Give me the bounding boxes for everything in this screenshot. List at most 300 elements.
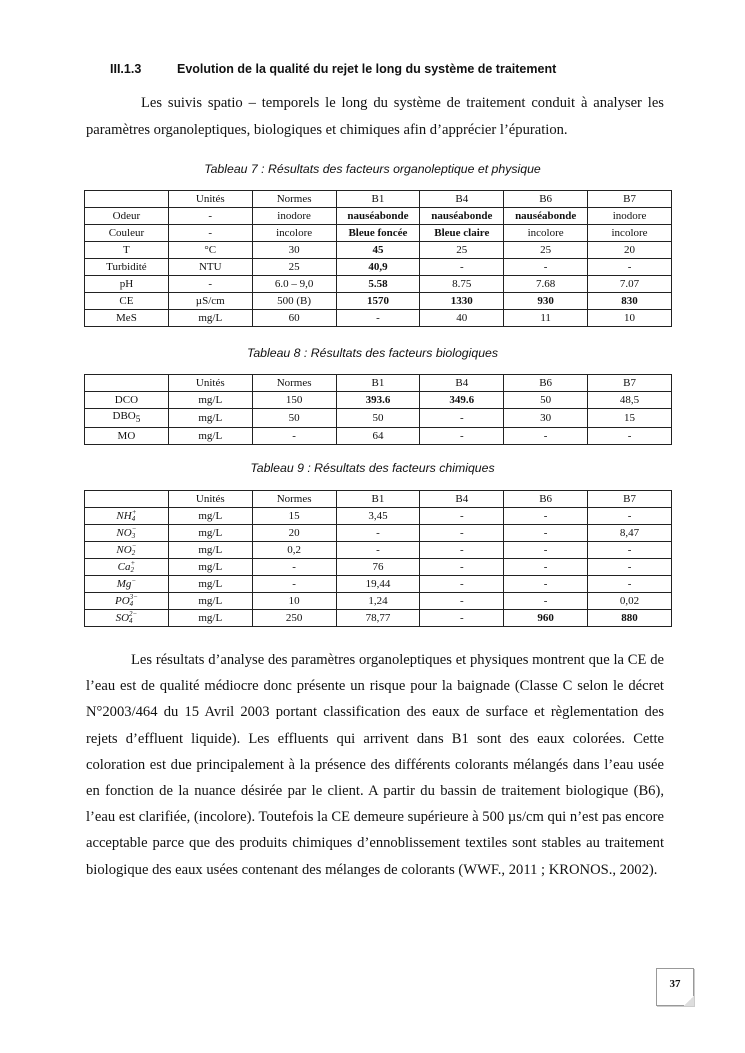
cell-text: mg/L: [198, 543, 223, 556]
table-cell: [504, 225, 588, 242]
column-header: [85, 191, 169, 208]
column-header: B4: [420, 375, 504, 392]
table-cell: [336, 428, 420, 445]
table-cell: [504, 542, 588, 559]
table-cell: [252, 392, 336, 409]
table-cell: [252, 576, 336, 593]
cell-text: -: [292, 429, 296, 442]
column-header: B1: [336, 191, 420, 208]
cell-text: 25: [540, 243, 552, 256]
cell-text: 1570: [366, 294, 389, 307]
column-header: B6: [504, 375, 588, 392]
table-cell: [168, 559, 252, 576]
table-row: [85, 259, 672, 276]
subscript: 4: [129, 599, 134, 608]
column-header: B4: [420, 191, 504, 208]
table-cell: [168, 310, 252, 327]
table-cell: [588, 610, 672, 627]
column-header: B1: [336, 375, 420, 392]
cell-text: Bleue claire: [434, 226, 490, 239]
table-row: [85, 392, 672, 409]
table-row: [85, 576, 672, 593]
cell-text: 20: [624, 243, 636, 256]
cell-text: mg/L: [198, 393, 223, 406]
table-header-row: [85, 491, 672, 508]
column-header: Normes: [252, 191, 336, 208]
cell-text: -: [459, 560, 464, 573]
row-label: [85, 409, 169, 428]
subscript: 4: [129, 616, 133, 625]
cell-text: Mg: [116, 577, 132, 590]
cell-text: µS/cm: [195, 294, 225, 307]
column-header: B6: [504, 491, 588, 508]
cell-text: -: [543, 560, 548, 573]
table-cell: [420, 259, 504, 276]
column-header: B6: [504, 191, 588, 208]
superscript: −: [131, 524, 137, 533]
cell-text: mg/L: [198, 429, 223, 442]
table-cell: [252, 508, 336, 525]
table-cell: [504, 242, 588, 259]
subscript: 2: [131, 548, 136, 557]
table-row: [85, 208, 672, 225]
table-cell: [588, 392, 672, 409]
cell-text: -: [627, 577, 632, 590]
cell-text: 6.0 – 9,0: [274, 277, 314, 290]
table-cell: [588, 525, 672, 542]
row-label: [85, 293, 169, 310]
superscript: +: [131, 507, 137, 516]
table-cell: [420, 525, 504, 542]
cell-text: PO: [114, 594, 130, 607]
table-row: [85, 610, 672, 627]
table-cell: [252, 542, 336, 559]
row-label: [85, 593, 169, 610]
column-header: Normes: [252, 491, 336, 508]
cell-text: nauséabonde: [347, 209, 409, 222]
cell-text: -: [376, 543, 380, 556]
cell-text: 25: [456, 243, 468, 256]
table-cell: [504, 259, 588, 276]
table-cell: [252, 593, 336, 610]
cell-text: NO: [116, 543, 132, 556]
table-cell: [252, 610, 336, 627]
table-cell: [336, 542, 420, 559]
cell-text: 880: [621, 611, 638, 624]
table-cell: [504, 593, 588, 610]
table-cell: [420, 310, 504, 327]
section-number: III.1.3: [110, 62, 142, 76]
subscript: 2: [130, 565, 134, 574]
table-cell: [420, 428, 504, 445]
cell-text: 1,24: [368, 594, 388, 607]
table-cell: [336, 293, 420, 310]
cell-text: -: [459, 543, 464, 556]
column-header: Unités: [168, 491, 252, 508]
table-row: [85, 409, 672, 428]
column-header: B1: [336, 491, 420, 508]
column-header: B7: [588, 491, 672, 508]
table-cell: [588, 293, 672, 310]
table-cell: [588, 225, 672, 242]
table-cell: [420, 409, 504, 428]
table-row: [85, 508, 672, 525]
table-cell: [336, 225, 420, 242]
cell-text: Turbidité: [106, 260, 147, 273]
row-label: [85, 542, 169, 559]
cell-text: 50: [288, 411, 300, 424]
cell-text: 5.58: [368, 277, 388, 290]
cell-text: -: [459, 577, 464, 590]
cell-text: -: [459, 526, 464, 539]
cell-text: -: [292, 577, 296, 590]
table-cell: [588, 242, 672, 259]
table-row: [85, 310, 672, 327]
column-header: [85, 491, 169, 508]
cell-text: mg/L: [198, 526, 223, 539]
cell-text: -: [459, 260, 464, 273]
table-row: [85, 428, 672, 445]
table-cell: [252, 525, 336, 542]
table-cell: [420, 208, 504, 225]
table-cell: [336, 610, 420, 627]
cell-text: Odeur: [112, 209, 141, 222]
cell-text: 7.68: [536, 277, 556, 290]
table-cell: [588, 276, 672, 293]
table-cell: [252, 559, 336, 576]
table-cell: [336, 259, 420, 276]
table-cell: [420, 542, 504, 559]
cell-text: 250: [285, 611, 303, 624]
table-cell: [252, 242, 336, 259]
cell-text: MO: [117, 429, 136, 442]
cell-text: 15: [624, 411, 636, 424]
table-cell: [504, 310, 588, 327]
cell-text: -: [459, 411, 464, 424]
cell-text: -: [208, 226, 213, 239]
table-row: [85, 293, 672, 310]
column-header: [85, 375, 169, 392]
column-header: Unités: [168, 375, 252, 392]
table-cell: [504, 293, 588, 310]
table-cell: [168, 208, 252, 225]
cell-text: -: [543, 260, 548, 273]
cell-text: -: [543, 594, 548, 607]
cell-text: 7.07: [619, 277, 640, 290]
table-cell: [504, 409, 588, 428]
table-cell: [168, 293, 252, 310]
cell-text: incolore: [611, 226, 648, 239]
table-cell: [588, 508, 672, 525]
table-cell: [252, 310, 336, 327]
cell-text: 20: [288, 526, 300, 539]
table-cell: [588, 409, 672, 428]
row-label: [85, 392, 169, 409]
table-cell: [336, 559, 420, 576]
cell-text: -: [543, 577, 548, 590]
table-cell: [588, 310, 672, 327]
cell-text: Bleue foncée: [348, 226, 408, 239]
cell-text: 930: [537, 294, 554, 307]
superscript: −: [131, 541, 137, 550]
cell-text: 0,02: [619, 594, 640, 607]
cell-text: inodore: [612, 209, 647, 222]
subscript: 4: [131, 514, 136, 523]
row-label: [85, 310, 169, 327]
table-row: [85, 242, 672, 259]
table-cell: [588, 593, 672, 610]
row-label: [85, 428, 169, 445]
table-8: [84, 374, 672, 445]
cell-text: -: [459, 594, 464, 607]
table-cell: [168, 259, 252, 276]
cell-text: nauséabonde: [431, 209, 493, 222]
column-header: Normes: [252, 375, 336, 392]
table-cell: [420, 610, 504, 627]
table-cell: [420, 508, 504, 525]
cell-text: 11: [540, 311, 551, 324]
cell-text: 150: [285, 393, 303, 406]
cell-text: -: [376, 311, 380, 324]
cell-text: T: [123, 243, 130, 256]
cell-text: °C: [204, 243, 217, 256]
table-cell: [504, 392, 588, 409]
table-row: [85, 542, 672, 559]
row-label: [85, 225, 169, 242]
table-cell: [336, 593, 420, 610]
cell-text: 8.75: [452, 277, 472, 290]
table-cell: [168, 409, 252, 428]
cell-text: -: [627, 560, 632, 573]
table-cell: [336, 242, 420, 259]
table-cell: [504, 525, 588, 542]
cell-text: nauséabonde: [515, 209, 577, 222]
cell-text: mg/L: [198, 560, 223, 573]
cell-text: SO: [115, 611, 130, 624]
cell-text: -: [459, 611, 464, 624]
cell-text: -: [543, 429, 548, 442]
cell-text: DCO: [114, 393, 139, 406]
table-cell: [336, 310, 420, 327]
cell-text: 960: [537, 611, 554, 624]
table-cell: [336, 409, 420, 428]
cell-text: mg/L: [198, 311, 223, 324]
cell-text: -: [376, 526, 380, 539]
column-header: Unités: [168, 191, 252, 208]
cell-text: 50: [540, 393, 552, 406]
table-9-caption: Tableau 9 : Résultats des facteurs chimiques: [250, 461, 495, 475]
cell-text: -: [208, 209, 213, 222]
row-label: [85, 208, 169, 225]
cell-text: NH: [116, 509, 132, 522]
cell-text: NTU: [198, 260, 222, 273]
table-cell: [168, 276, 252, 293]
column-header: B7: [588, 375, 672, 392]
cell-text: 19,44: [365, 577, 391, 590]
table-cell: [336, 392, 420, 409]
table-cell: [336, 508, 420, 525]
cell-text: 830: [621, 294, 638, 307]
table-cell: [168, 225, 252, 242]
column-header: B4: [420, 491, 504, 508]
cell-text: 500 (B): [277, 294, 312, 307]
cell-text: 45: [372, 243, 384, 256]
cell-text: -: [459, 429, 464, 442]
table-row: [85, 225, 672, 242]
cell-text: 15: [288, 509, 300, 522]
table-cell: [504, 508, 588, 525]
cell-text: -: [459, 509, 464, 522]
subscript: 3: [131, 531, 136, 540]
table-cell: [336, 208, 420, 225]
row-label: [85, 259, 169, 276]
table-cell: [504, 208, 588, 225]
table-cell: [168, 542, 252, 559]
cell-text: -: [627, 260, 632, 273]
row-label: [85, 276, 169, 293]
conclusion-paragraph: Les résultats d’analyse des paramètres organoleptiques et physiques montrent que la CE de l’eau est de qualité médiocre donc présente un risque pour la baignade (Classe C selon le décret N°2003/464 du 15 Avril 2003 portant classification des eaux de surface et règlementation des rejets d’effluent liquide). Les effluents qui arrivent dans B1 sont des eaux colorées. Cette coloration est due principalement à la présence des différents colorants mélangés dans l’eau usée en fonction de la nuance désirée par le client. A partir du bassin de traitement biologique (B6), l’eau est clarifiée, (incolore). Toutefois la CE demeure supérieure à 500 µs/cm qui n’est pas encore acceptable parce que des produits chimiques d’ennoblissement textiles sont stables au traitement biologique des eaux usées contenant des mélanges de colorants (WWF., 2011 ; KRONOS., 2002).: [86, 652, 664, 878]
table-cell: [168, 593, 252, 610]
table-cell: [504, 428, 588, 445]
cell-text: 8,47: [619, 526, 640, 539]
cell-text: mg/L: [198, 594, 223, 607]
cell-text: Couleur: [108, 226, 145, 239]
table-cell: [168, 242, 252, 259]
table-header-row: [85, 375, 672, 392]
row-label: [85, 559, 169, 576]
table-cell: [252, 208, 336, 225]
table-cell: [252, 225, 336, 242]
cell-text: NO: [116, 526, 132, 539]
column-header: B7: [588, 191, 672, 208]
cell-text: mg/L: [198, 509, 223, 522]
table-cell: [588, 559, 672, 576]
table-cell: [588, 576, 672, 593]
table-cell: [336, 576, 420, 593]
cell-text: 76: [372, 560, 384, 573]
cell-text: 30: [540, 411, 552, 424]
table-cell: [420, 276, 504, 293]
cell-text: -: [543, 543, 548, 556]
superscript: −: [131, 575, 137, 584]
row-label: [85, 508, 169, 525]
cell-text: 3,45: [368, 509, 388, 522]
table-header-row: [85, 191, 672, 208]
cell-text: pH: [119, 277, 134, 290]
cell-text: 25: [288, 260, 300, 273]
table-cell: [168, 576, 252, 593]
table-cell: [420, 593, 504, 610]
table-cell: [420, 392, 504, 409]
table-cell: [252, 293, 336, 310]
cell-text: 0,2: [287, 543, 301, 556]
cell-text: -: [627, 509, 632, 522]
cell-text: 393.6: [365, 393, 391, 406]
cell-text: -: [543, 526, 548, 539]
cell-text: 10: [624, 311, 636, 324]
table-row: [85, 593, 672, 610]
table-cell: [252, 259, 336, 276]
cell-text: mg/L: [198, 611, 223, 624]
superscript: 3−: [129, 592, 138, 601]
table-cell: [168, 428, 252, 445]
cell-text: mg/L: [198, 577, 223, 590]
section-title: Evolution de la qualité du rejet le long du système de traitement: [177, 62, 557, 76]
table-cell: [168, 525, 252, 542]
cell-text: DBO: [112, 410, 136, 422]
table-cell: [420, 242, 504, 259]
cell-text: 40,9: [368, 260, 388, 273]
table-cell: [420, 225, 504, 242]
table-row: [85, 276, 672, 293]
cell-text: MeS: [116, 311, 137, 324]
table-7: [84, 190, 672, 327]
cell-text: 30: [288, 243, 300, 256]
table-row: [85, 559, 672, 576]
cell-text: -: [208, 277, 213, 290]
cell-text: -: [627, 429, 632, 442]
table-cell: [252, 276, 336, 293]
table-9: [84, 490, 672, 627]
table-cell: [420, 559, 504, 576]
table-row: [85, 525, 672, 542]
subscript: 5: [135, 414, 141, 425]
cell-text: 50: [372, 411, 384, 424]
cell-text: incolore: [276, 226, 313, 239]
table-cell: [336, 525, 420, 542]
cell-text: -: [543, 509, 548, 522]
cell-text: 64: [372, 429, 384, 442]
row-label: [85, 610, 169, 627]
table-cell: [588, 428, 672, 445]
cell-text: 10: [288, 594, 300, 607]
table-cell: [504, 610, 588, 627]
table-cell: [504, 559, 588, 576]
table-cell: [588, 542, 672, 559]
table-cell: [504, 276, 588, 293]
superscript: 2−: [129, 609, 138, 618]
cell-text: Ca: [117, 560, 131, 573]
table-cell: [420, 576, 504, 593]
table-cell: [168, 610, 252, 627]
table-cell: [252, 428, 336, 445]
cell-text: 78,77: [365, 611, 391, 624]
page-number: 37: [656, 968, 694, 1006]
table-cell: [168, 392, 252, 409]
cell-text: -: [627, 543, 632, 556]
table-cell: [588, 259, 672, 276]
intro-paragraph: Les suivis spatio – temporels le long du système de traitement conduit à analyser les paramètres organoleptiques, biologiques et chimiques afin d’apprécier l’épuration.: [86, 95, 664, 138]
cell-text: inodore: [277, 209, 311, 222]
cell-text: -: [292, 560, 296, 573]
table-7-caption: Tableau 7 : Résultats des facteurs organoleptique et physique: [204, 162, 541, 176]
cell-text: 40: [456, 311, 468, 324]
row-label: [85, 242, 169, 259]
row-label: [85, 525, 169, 542]
cell-text: CE: [119, 294, 134, 307]
section-heading: [110, 62, 556, 76]
table-cell: [336, 276, 420, 293]
table-8-caption: Tableau 8 : Résultats des facteurs biologiques: [246, 346, 499, 360]
superscript: +: [130, 558, 136, 567]
cell-text: 60: [288, 311, 300, 324]
cell-text: 349.6: [449, 393, 475, 406]
cell-text: 48,5: [619, 393, 640, 406]
cell-text: 1330: [450, 294, 473, 307]
row-label: [85, 576, 169, 593]
table-cell: [504, 576, 588, 593]
table-cell: [252, 409, 336, 428]
